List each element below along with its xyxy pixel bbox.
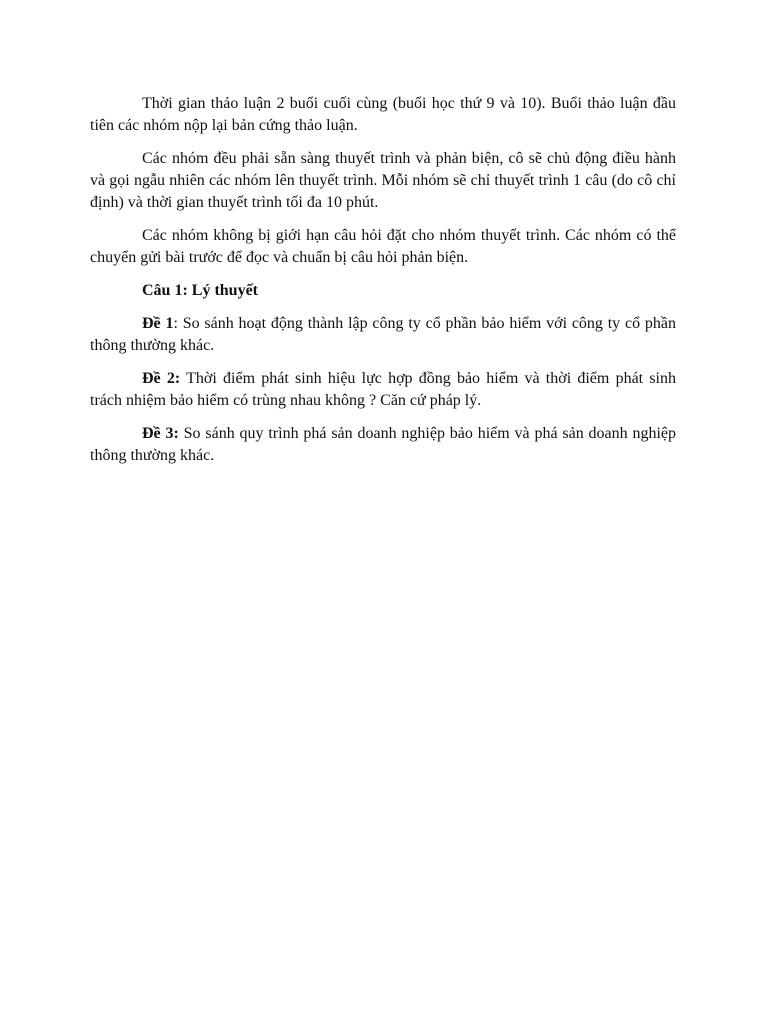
topic-3-text: So sánh quy trình phá sản doanh nghiệp bảo hiểm và phá sản doanh nghiệp thông thường khác. (90, 425, 677, 464)
topic-1-text: : So sánh hoạt động thành lập công ty cổ phần bảo hiểm với công ty cổ phần thông thường khác. (90, 315, 677, 354)
paragraph-discussion-time: Thời gian thảo luận 2 buổi cuối cùng (buổi học thứ 9 và 10). Buổi thảo luận đầu tiên các nhóm nộp lại bản cứng thảo luận. (90, 95, 676, 134)
topic-1 (90, 313, 676, 357)
document-body (90, 93, 676, 478)
topic-2-text: Thời điểm phát sinh hiệu lực hợp đồng bảo hiểm và thời điểm phát sinh trách nhiệm bảo hiểm có trùng nhau không ? Căn cứ pháp lý. (90, 370, 676, 409)
paragraph-presentation-rules: Các nhóm đều phải sẵn sàng thuyết trình và phản biện, cô sẽ chủ động điều hành và gọi ngẫu nhiên các nhóm lên thuyết trình. Mỗi nhóm sẽ chỉ thuyết trình 1 câu (do cô chỉ định) và thời gian thuyết trình tối đa 10 phút. (90, 150, 676, 211)
topic-3-label: Đề 3: (142, 425, 179, 442)
topic-3 (90, 423, 676, 467)
topic-2-label: Đề 2: (142, 370, 181, 387)
topic-2 (90, 368, 676, 412)
section-heading: Câu 1: Lý thuyết (142, 282, 259, 299)
topic-1-label: Đề 1 (142, 315, 174, 332)
paragraph-questions-rules: Các nhóm không bị giới hạn câu hỏi đặt cho nhóm thuyết trình. Các nhóm có thể chuyển gửi bài trước để đọc và chuẩn bị câu hỏi phản biện. (90, 227, 676, 266)
